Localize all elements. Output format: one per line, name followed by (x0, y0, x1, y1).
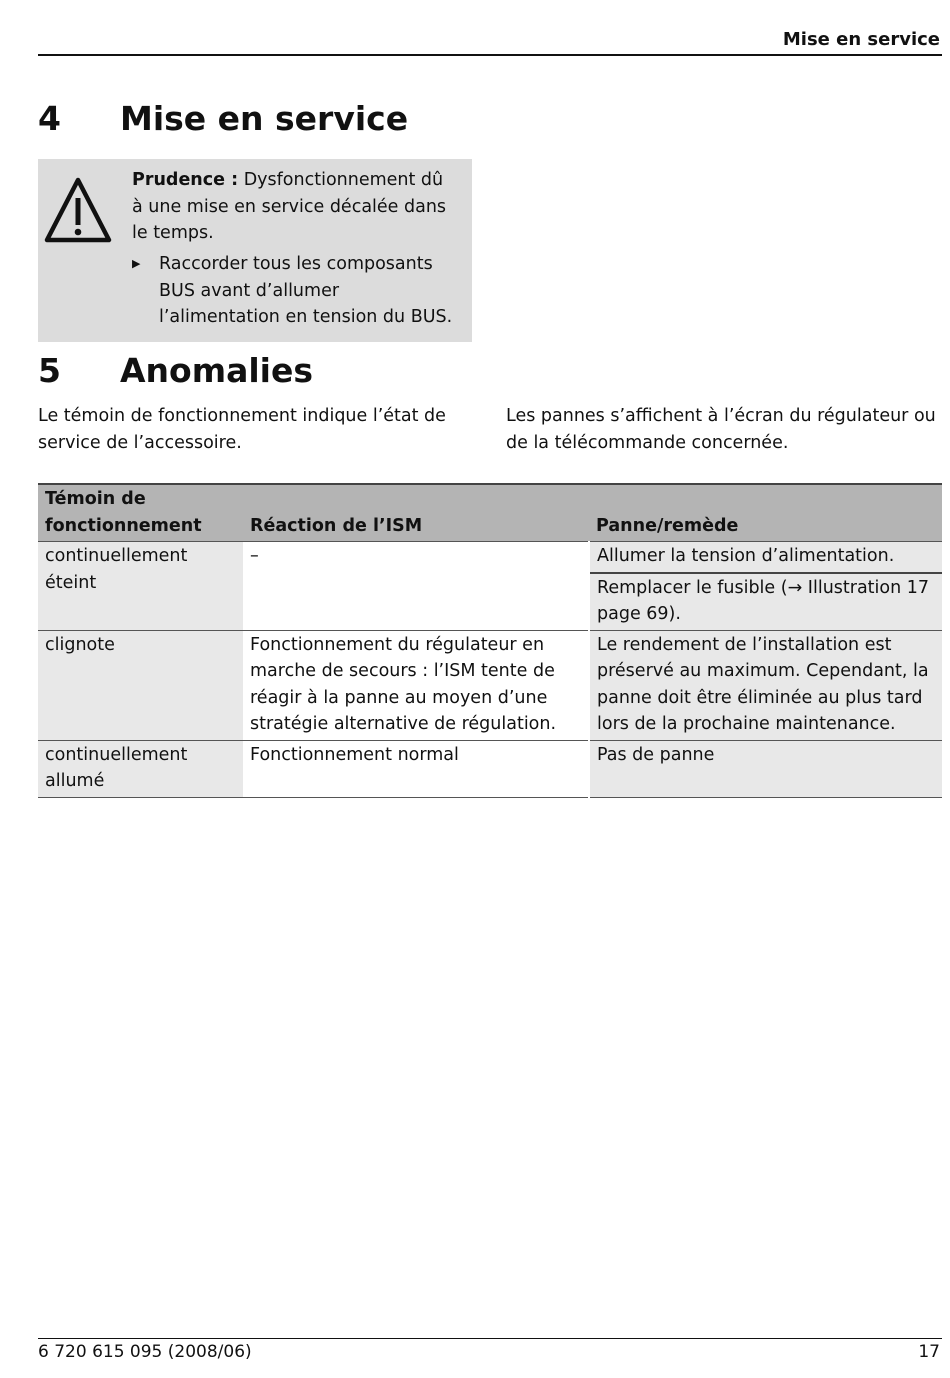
footer-rule (38, 1338, 942, 1339)
warning-box (38, 159, 472, 342)
warning-message: Dysfonctionnement dû à une mise en service décalée dans le temps. (132, 170, 447, 243)
section-4-title: Mise en service (120, 99, 409, 138)
warning-triangle-icon (44, 176, 112, 244)
anomalies-table (38, 483, 942, 798)
running-head: Mise en service (782, 29, 940, 50)
cell-temoin: continuellement allumé (38, 740, 243, 797)
footer-page-number: 17 (918, 1342, 940, 1362)
section-4-heading (38, 99, 638, 139)
warning-label: Prudence : (132, 170, 239, 190)
table-row (38, 740, 942, 797)
footer-doc-number: 6 720 615 095 (2008/06) (38, 1342, 252, 1362)
warning-text (132, 167, 452, 247)
header-temoin: Témoin de fonctionnement (38, 484, 243, 542)
cell-remede: Pas de panne (589, 740, 942, 797)
cell-reaction: Fonctionnement du régulateur en marche de secours : l’ISM tente de réagir à la panne au moyen d’une stratégie alternative de régulation. (243, 630, 589, 740)
cell-reaction: Fonctionnement normal (243, 740, 589, 797)
section-5-title: Anomalies (120, 351, 314, 390)
warning-bullet-text: Raccorder tous les composants BUS avant d’allumer l’alimentation en tension du BUS. (159, 254, 453, 327)
intro-left: Le témoin de fonctionnement indique l’état de service de l’accessoire. (38, 406, 446, 453)
bullet-arrow-icon: ▶ (132, 257, 141, 270)
cell-temoin: continuellement éteint (38, 542, 243, 631)
header-reaction: Réaction de l’ISM (243, 484, 589, 542)
table-row (38, 542, 942, 573)
table-row (38, 630, 942, 740)
section-5-number: 5 (38, 351, 61, 390)
table-header-row (38, 484, 942, 542)
cell-reaction: – (243, 542, 589, 631)
header-remede: Panne/remède (589, 484, 942, 542)
cell-remede: Allumer la tension d’alimentation. (589, 542, 942, 573)
cell-remede: Le rendement de l’installation est préservé au maximum. Cependant, la panne doit être éliminée au plus tard lors de la prochaine maintenance. (589, 630, 942, 740)
section-5-heading (38, 351, 638, 391)
cell-remede: Remplacer le fusible (→ Illustration 17 page 69). (589, 573, 942, 631)
section-4-number: 4 (38, 99, 61, 138)
cell-temoin: clignote (38, 630, 243, 740)
header-rule (38, 54, 942, 56)
intro-right: Les pannes s’affichent à l’écran du régulateur ou de la télécommande concernée. (506, 406, 936, 453)
